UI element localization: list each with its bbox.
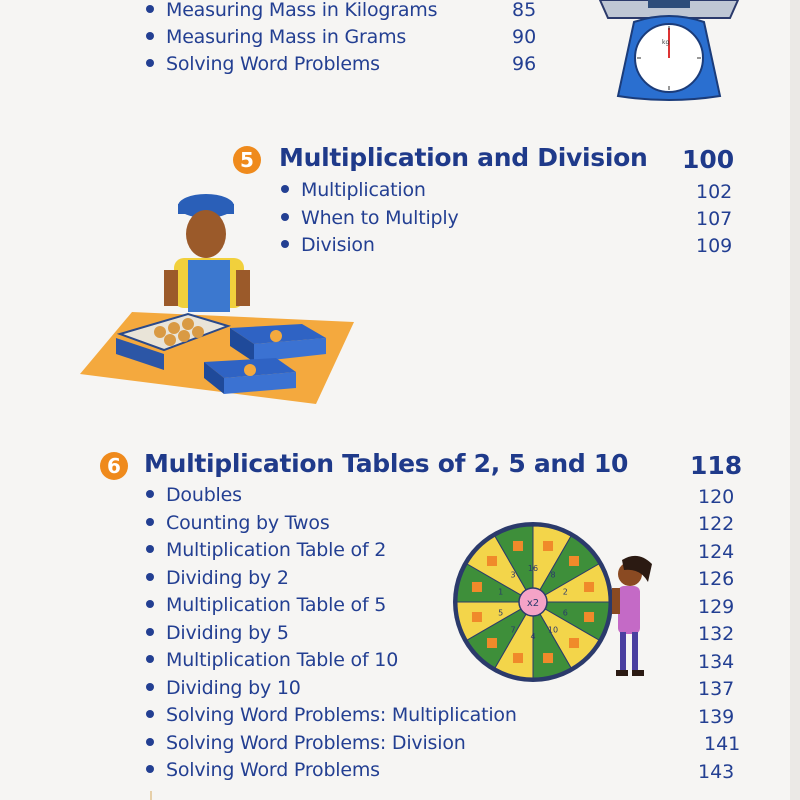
wheel-square: [472, 612, 482, 622]
bullet-icon: [146, 710, 154, 718]
toc-page-number: 107: [696, 208, 733, 230]
toc-item[interactable]: [146, 483, 242, 507]
bullet-icon: [146, 655, 154, 663]
toc-item[interactable]: [146, 25, 406, 49]
wheel-square: [487, 556, 497, 566]
toc-item[interactable]: [146, 593, 386, 617]
wheel-square: [543, 541, 553, 551]
toc-page-number: 122: [698, 513, 735, 535]
toc-page-number: 139: [698, 706, 735, 728]
toc-page-number: 109: [696, 235, 733, 257]
toc-item-label: Multiplication Table of 10: [166, 649, 399, 671]
bullet-icon: [146, 765, 154, 773]
wheel-square: [513, 541, 523, 551]
toc-page-number: 102: [696, 181, 733, 203]
toc-item-label: Dividing by 5: [166, 622, 289, 644]
bullet-icon: [146, 490, 154, 498]
toc-page-number: 120: [698, 486, 735, 508]
wheel-square: [569, 638, 579, 648]
baker-boy-illustration: [80, 194, 360, 406]
bullet-icon: [146, 683, 154, 691]
toc-item[interactable]: [146, 676, 301, 700]
toc-page-number: 90: [512, 26, 537, 48]
toc-item[interactable]: [146, 621, 289, 645]
toc-item-label: Division: [301, 234, 375, 256]
svg-text:kg: kg: [662, 39, 670, 46]
toc-item[interactable]: [146, 703, 517, 727]
bullet-icon: [146, 738, 154, 746]
toc-item-label: Multiplication Table of 5: [166, 594, 387, 616]
wheel-number: 7: [510, 625, 516, 635]
multiplication-wheel-illustration: [452, 520, 672, 690]
toc-page-number: 129: [698, 596, 735, 618]
wheel-center-label: x2: [526, 598, 540, 609]
wheel-number: 4: [530, 632, 536, 641]
toc-item-label: Multiplication Table of 2: [166, 539, 387, 561]
toc-page-number: 96: [512, 53, 537, 75]
toc-item-label: Dividing by 10: [166, 677, 301, 699]
toc-page-number: 134: [698, 651, 735, 673]
toc-item[interactable]: [146, 566, 289, 590]
chapter-title[interactable]: Multiplication and Division: [279, 143, 648, 172]
bullet-icon: [146, 518, 154, 526]
bullet-icon: [146, 573, 154, 581]
wheel-square: [584, 582, 594, 592]
weighing-scale-illustration: [596, 0, 742, 104]
chapter-number-badge: 5: [233, 146, 261, 174]
wheel-number: 3: [510, 570, 516, 580]
toc-page-number: 143: [698, 761, 735, 783]
toc-page-number: 85: [512, 0, 537, 21]
wheel-number: 6: [562, 608, 568, 618]
chapter-number-badge: 6: [100, 452, 128, 480]
bullet-icon: [146, 628, 154, 636]
wheel-number: 8: [550, 570, 556, 580]
toc-page-number: 126: [698, 568, 735, 590]
toc-item[interactable]: [146, 538, 386, 562]
wheel-square: [472, 582, 482, 592]
wheel-number: 5: [498, 608, 504, 618]
chapter-page-number: 100: [682, 145, 735, 174]
wheel-number: 10: [547, 625, 559, 635]
bullet-icon: [146, 545, 154, 553]
wheel-square: [543, 653, 553, 663]
toc-item-label: Doubles: [166, 484, 242, 506]
toc-item[interactable]: [146, 52, 380, 76]
toc-item-label: Solving Word Problems: [166, 759, 380, 781]
bullet-icon: [146, 32, 154, 40]
bullet-icon: [146, 600, 154, 608]
toc-item[interactable]: [146, 511, 330, 535]
chapter-page-number: 118: [690, 451, 743, 480]
toc-item[interactable]: [146, 0, 437, 22]
wheel-square: [569, 556, 579, 566]
toc-item-label: When to Multiply: [301, 207, 459, 229]
toc-item-label: Solving Word Problems: Division: [166, 732, 466, 754]
toc-item-label: Counting by Twos: [166, 512, 330, 534]
bullet-icon: [146, 5, 154, 13]
bullet-icon: [146, 59, 154, 67]
toc-page-number: 141: [704, 733, 741, 755]
wheel-square: [487, 638, 497, 648]
wheel-square: [513, 653, 523, 663]
wheel-number: 1: [498, 587, 504, 597]
wheel-number: 2: [562, 587, 568, 597]
chapter-title[interactable]: Multiplication Tables of 2, 5 and 10: [144, 449, 629, 478]
bullet-icon: [281, 185, 289, 193]
toc-page-number: 124: [698, 541, 735, 563]
toc-item[interactable]: [146, 758, 380, 782]
toc-item[interactable]: [146, 731, 466, 755]
bottom-rule: [150, 791, 164, 800]
wheel-number: 16: [527, 564, 539, 573]
page-edge: [790, 0, 800, 800]
toc-page-number: 132: [698, 623, 735, 645]
toc-item-label: Solving Word Problems: [166, 53, 380, 75]
toc-item-label: Multiplication: [301, 179, 426, 201]
toc-item-label: Measuring Mass in Grams: [166, 26, 407, 48]
toc-item-label: Dividing by 2: [166, 567, 289, 589]
toc-item-label: Measuring Mass in Kilograms: [166, 0, 438, 21]
wheel-square: [584, 612, 594, 622]
toc-page-number: 137: [698, 678, 735, 700]
toc-item-label: Solving Word Problems: Multiplication: [166, 704, 517, 726]
toc-item[interactable]: [146, 648, 398, 672]
